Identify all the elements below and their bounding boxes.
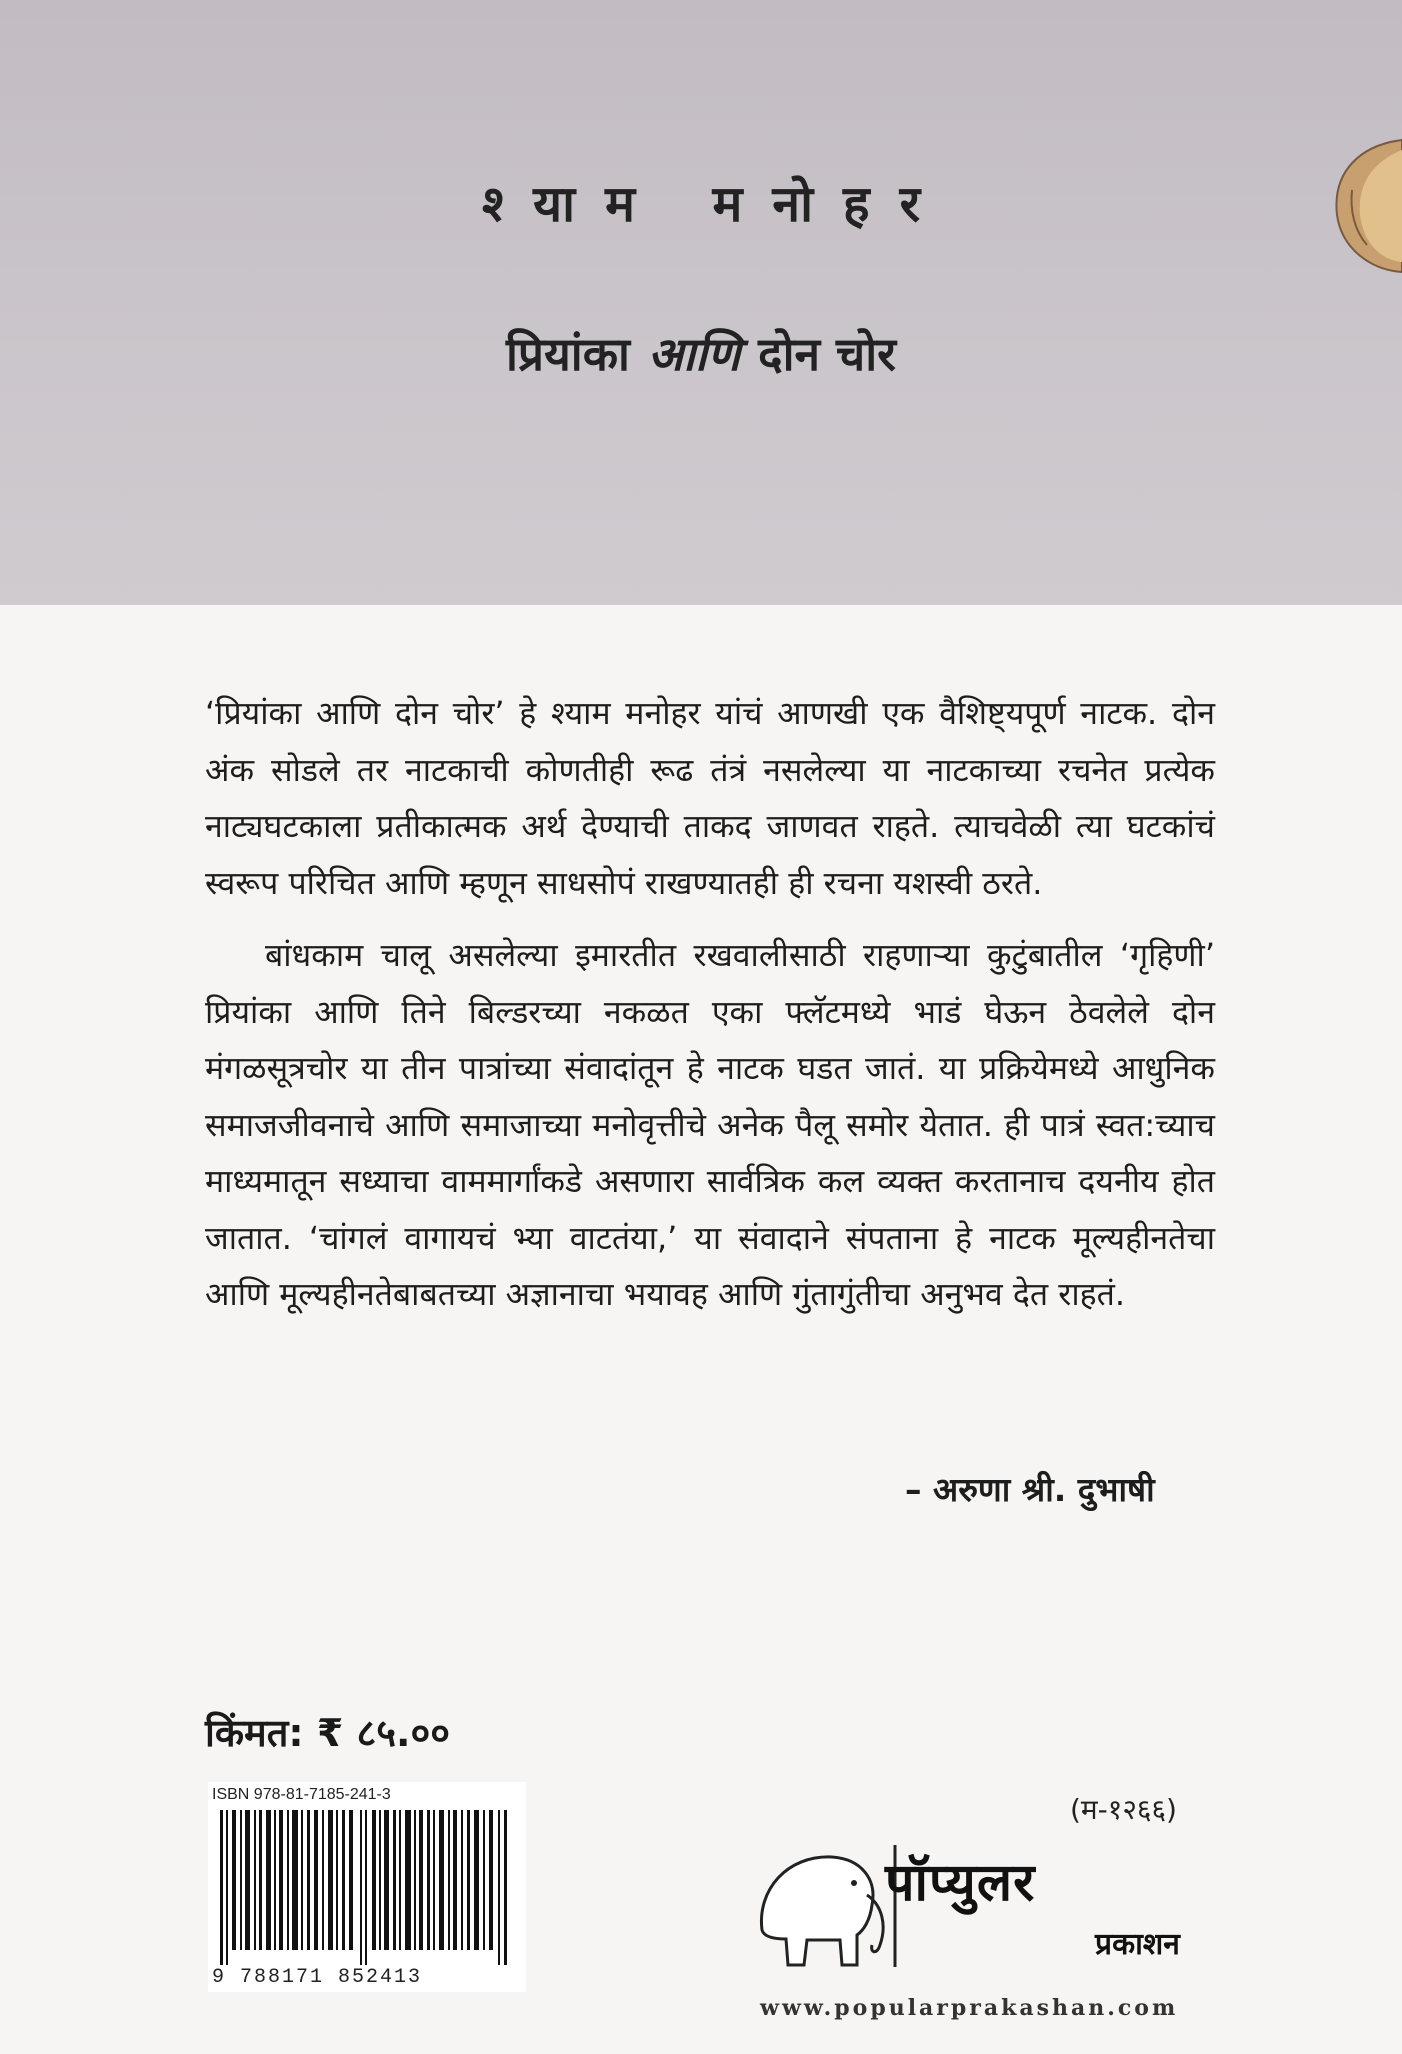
cover-top-band [0,0,1402,605]
title-part-3: दोन चोर [758,327,896,381]
title-part-1: प्रियांका [506,327,630,381]
elephant-icon [761,1857,883,1965]
title-part-2: आणि [647,327,741,381]
catalog-code: (म-१२६६) [1070,1793,1177,1826]
blurb-paragraph-2: बांधकाम चालू असलेल्या इमारतीत रखवालीसाठी राहणाऱ्या कुटुंबातील ‘गृहिणी’ प्रियांका आणि तिने बिल्डरच्या नकळत एका फ्लॅटमध्ये भाडं घेऊन ठेवलेले दोन मंगळसूत्रचोर या तीन पात्रांच्या संवादांतून हे नाटक घडत जातं. या प्रक्रियेमध्ये आधुनिक समाजजीवनाचे आणि समाजाच्या मनोवृत्तीचे अनेक पैलू समोर येतात. ही पात्रं स्वत:च्याच माध्यमातून सध्याचा वाममार्गांकडे असणारा सार्वत्रिक कल व्यक्त करतानाच दयनीय होत जातात. ‘चांगलं वागायचं भ्या वाटतंया,’ या संवादाने संपताना हे नाटक मूल्यहीनतेचा आणि मूल्यहीनतेबाबतच्या अज्ञानाचा भयावह आणि गुंतागुंतीचा अनुभव देत राहतं. [205,936,1215,1313]
book-blurb [205,685,1215,1339]
isbn-label: ISBN 978-81-7185-241-3 [212,1786,391,1803]
author-name: श्याम मनोहर [481,175,951,233]
review-signature: – अरुणा श्री. दुभाषी [905,1470,1155,1509]
barcode-digits: 9 788171 852413 [212,1966,423,1989]
blurb-paragraph-1: ‘प्रियांका आणि दोन चोर’ हे श्याम मनोहर यांचं आणखी एक वैशिष्ट्यपूर्ण नाटक. दोन अंक सोडले तर नाटकाची कोणतीही रूढ तंत्रं नसलेल्या या नाटकाच्या रचनेत प्रत्येक नाट्यघटकाला प्रतीकात्मक अर्थ देण्याची ताकद जाणवत राहते. त्याचवेळी त्या घटकांचं स्वरूप परिचित आणि म्हणून साधसोपं राखण्यातही ही रचना यशस्वी ठरते. [205,694,1215,902]
publisher-website: www.popularprakashan.com [760,1995,1179,2021]
book-title [0,322,1402,384]
barcode-icon [212,1810,522,1965]
publisher-name: पॉप्युलर [885,1853,1036,1913]
price-label: किंमत: ₹ ८५.०० [205,1711,450,1755]
publisher-subtitle: प्रकाशन [1095,1927,1180,1962]
isbn-barcode-block [208,1782,526,1992]
